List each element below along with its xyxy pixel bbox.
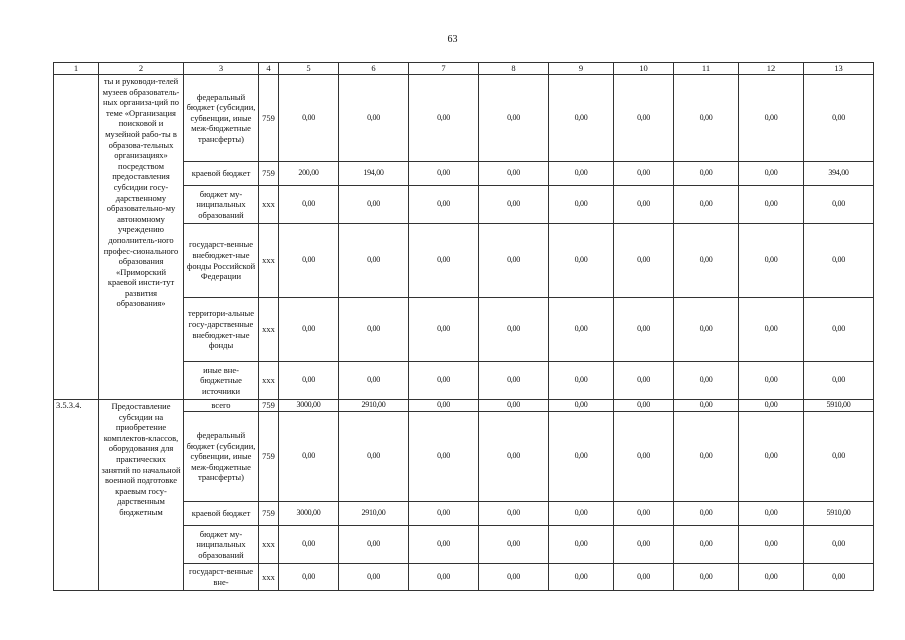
value-cell-10: 0,00 (614, 412, 674, 502)
value-cell-10: 0,00 (614, 298, 674, 362)
item-name: Предоставление субсидии на приобретение комплектов-классов, оборудования для практических занятий по начальной военной подготовке краевым госу-дарственным бюджетным (99, 400, 184, 591)
value-cell-6: 2910,00 (339, 502, 409, 526)
value-cell-5: 3000,00 (279, 400, 339, 412)
value-cell-8: 0,00 (479, 502, 549, 526)
value-cell-10: 0,00 (614, 526, 674, 564)
budget-table (53, 62, 874, 591)
value-cell-11: 0,00 (674, 186, 739, 224)
col-header-13: 13 (804, 63, 874, 75)
col-header-1: 1 (54, 63, 99, 75)
funding-source: федеральный бюджет (субсидии, субвенции, иные меж-бюджетные трансферты) (184, 412, 259, 502)
col-header-5: 5 (279, 63, 339, 75)
value-cell-10: 0,00 (614, 564, 674, 591)
value-cell-11: 0,00 (674, 502, 739, 526)
value-cell-5: 0,00 (279, 526, 339, 564)
value-cell-9: 0,00 (549, 186, 614, 224)
value-cell-11: 0,00 (674, 526, 739, 564)
item-code (54, 75, 99, 400)
value-cell-9: 0,00 (549, 526, 614, 564)
value-cell-5: 3000,00 (279, 502, 339, 526)
value-cell-8: 0,00 (479, 75, 549, 162)
value-cell-7: 0,00 (409, 564, 479, 591)
table-row (54, 75, 874, 162)
budget-code: 759 (259, 412, 279, 502)
value-cell-7: 0,00 (409, 502, 479, 526)
value-cell-12: 0,00 (739, 564, 804, 591)
value-cell-10: 0,00 (614, 502, 674, 526)
value-cell-6: 0,00 (339, 362, 409, 400)
value-cell-10: 0,00 (614, 186, 674, 224)
value-cell-7: 0,00 (409, 362, 479, 400)
value-cell-9: 0,00 (549, 412, 614, 502)
value-cell-9: 0,00 (549, 224, 614, 298)
value-cell-6: 2910,00 (339, 400, 409, 412)
value-cell-10: 0,00 (614, 362, 674, 400)
value-cell-12: 0,00 (739, 412, 804, 502)
value-cell-8: 0,00 (479, 412, 549, 502)
value-cell-13: 0,00 (804, 75, 874, 162)
value-cell-11: 0,00 (674, 412, 739, 502)
value-cell-11: 0,00 (674, 564, 739, 591)
funding-source: всего (184, 400, 259, 412)
col-header-11: 11 (674, 63, 739, 75)
value-cell-11: 0,00 (674, 362, 739, 400)
value-cell-12: 0,00 (739, 298, 804, 362)
col-header-7: 7 (409, 63, 479, 75)
value-cell-9: 0,00 (549, 162, 614, 186)
col-header-6: 6 (339, 63, 409, 75)
value-cell-7: 0,00 (409, 400, 479, 412)
funding-source: территори-альные госу-дарственные внебюджет-ные фонды (184, 298, 259, 362)
funding-source: бюджет му-ниципальных образований (184, 186, 259, 224)
value-cell-5: 0,00 (279, 75, 339, 162)
value-cell-13: 5910,00 (804, 400, 874, 412)
value-cell-8: 0,00 (479, 298, 549, 362)
value-cell-9: 0,00 (549, 564, 614, 591)
value-cell-8: 0,00 (479, 564, 549, 591)
value-cell-13: 0,00 (804, 526, 874, 564)
item-code: 3.5.3.4. (54, 400, 99, 591)
col-header-8: 8 (479, 63, 549, 75)
value-cell-5: 0,00 (279, 186, 339, 224)
value-cell-13: 5910,00 (804, 502, 874, 526)
value-cell-7: 0,00 (409, 412, 479, 502)
value-cell-7: 0,00 (409, 186, 479, 224)
value-cell-12: 0,00 (739, 162, 804, 186)
value-cell-8: 0,00 (479, 400, 549, 412)
value-cell-9: 0,00 (549, 400, 614, 412)
value-cell-10: 0,00 (614, 400, 674, 412)
value-cell-12: 0,00 (739, 526, 804, 564)
value-cell-10: 0,00 (614, 162, 674, 186)
budget-code: 759 (259, 400, 279, 412)
budget-code: xxx (259, 564, 279, 591)
value-cell-6: 0,00 (339, 75, 409, 162)
value-cell-5: 0,00 (279, 224, 339, 298)
budget-code: 759 (259, 75, 279, 162)
value-cell-13: 394,00 (804, 162, 874, 186)
value-cell-12: 0,00 (739, 75, 804, 162)
budget-code: xxx (259, 298, 279, 362)
value-cell-11: 0,00 (674, 400, 739, 412)
funding-source: бюджет му-ниципальных образований (184, 526, 259, 564)
col-header-9: 9 (549, 63, 614, 75)
funding-source: федеральный бюджет (субсидии, субвенции, иные меж-бюджетные трансферты) (184, 75, 259, 162)
value-cell-9: 0,00 (549, 362, 614, 400)
value-cell-7: 0,00 (409, 526, 479, 564)
value-cell-7: 0,00 (409, 162, 479, 186)
value-cell-6: 0,00 (339, 298, 409, 362)
col-header-3: 3 (184, 63, 259, 75)
funding-source: краевой бюджет (184, 162, 259, 186)
value-cell-11: 0,00 (674, 162, 739, 186)
table-body (54, 75, 874, 591)
value-cell-11: 0,00 (674, 298, 739, 362)
value-cell-10: 0,00 (614, 75, 674, 162)
value-cell-6: 0,00 (339, 186, 409, 224)
value-cell-6: 0,00 (339, 412, 409, 502)
value-cell-5: 0,00 (279, 362, 339, 400)
value-cell-11: 0,00 (674, 75, 739, 162)
value-cell-8: 0,00 (479, 186, 549, 224)
value-cell-13: 0,00 (804, 298, 874, 362)
funding-source: краевой бюджет (184, 502, 259, 526)
value-cell-6: 0,00 (339, 526, 409, 564)
value-cell-8: 0,00 (479, 224, 549, 298)
value-cell-5: 0,00 (279, 412, 339, 502)
value-cell-7: 0,00 (409, 224, 479, 298)
col-header-4: 4 (259, 63, 279, 75)
value-cell-13: 0,00 (804, 186, 874, 224)
value-cell-13: 0,00 (804, 224, 874, 298)
page-number: 63 (447, 34, 458, 45)
value-cell-9: 0,00 (549, 75, 614, 162)
value-cell-5: 200,00 (279, 162, 339, 186)
value-cell-12: 0,00 (739, 186, 804, 224)
value-cell-13: 0,00 (804, 412, 874, 502)
value-cell-12: 0,00 (739, 224, 804, 298)
budget-code: xxx (259, 362, 279, 400)
value-cell-6: 194,00 (339, 162, 409, 186)
value-cell-12: 0,00 (739, 362, 804, 400)
funding-source: государст-венные внебюджет-ные фонды Российской Федерации (184, 224, 259, 298)
value-cell-10: 0,00 (614, 224, 674, 298)
value-cell-7: 0,00 (409, 75, 479, 162)
value-cell-8: 0,00 (479, 162, 549, 186)
col-header-10: 10 (614, 63, 674, 75)
budget-code: 759 (259, 162, 279, 186)
value-cell-7: 0,00 (409, 298, 479, 362)
table-row (54, 400, 874, 412)
value-cell-9: 0,00 (549, 502, 614, 526)
value-cell-9: 0,00 (549, 298, 614, 362)
value-cell-12: 0,00 (739, 400, 804, 412)
value-cell-8: 0,00 (479, 526, 549, 564)
budget-code: 759 (259, 502, 279, 526)
value-cell-5: 0,00 (279, 298, 339, 362)
value-cell-13: 0,00 (804, 362, 874, 400)
budget-code: xxx (259, 224, 279, 298)
value-cell-8: 0,00 (479, 362, 549, 400)
col-header-12: 12 (739, 63, 804, 75)
col-header-2: 2 (99, 63, 184, 75)
item-name: ты и руководи-телей музеев образователь-ных организа-ций по теме «Организация поисковой и музейной рабо-ты в образова-тельных организациях» посредством предоставления субсидии госу-дарственному образовательно-му автономному учреждению дополнитель-ного профес-сионального образования «Приморский краевой инсти-тут развития образования» (99, 75, 184, 400)
value-cell-5: 0,00 (279, 564, 339, 591)
budget-code: xxx (259, 186, 279, 224)
header-row (54, 63, 874, 75)
value-cell-12: 0,00 (739, 502, 804, 526)
funding-source: иные вне-бюджетные источники (184, 362, 259, 400)
value-cell-6: 0,00 (339, 224, 409, 298)
value-cell-11: 0,00 (674, 224, 739, 298)
value-cell-13: 0,00 (804, 564, 874, 591)
funding-source: государст-венные вне- (184, 564, 259, 591)
value-cell-6: 0,00 (339, 564, 409, 591)
budget-code: xxx (259, 526, 279, 564)
